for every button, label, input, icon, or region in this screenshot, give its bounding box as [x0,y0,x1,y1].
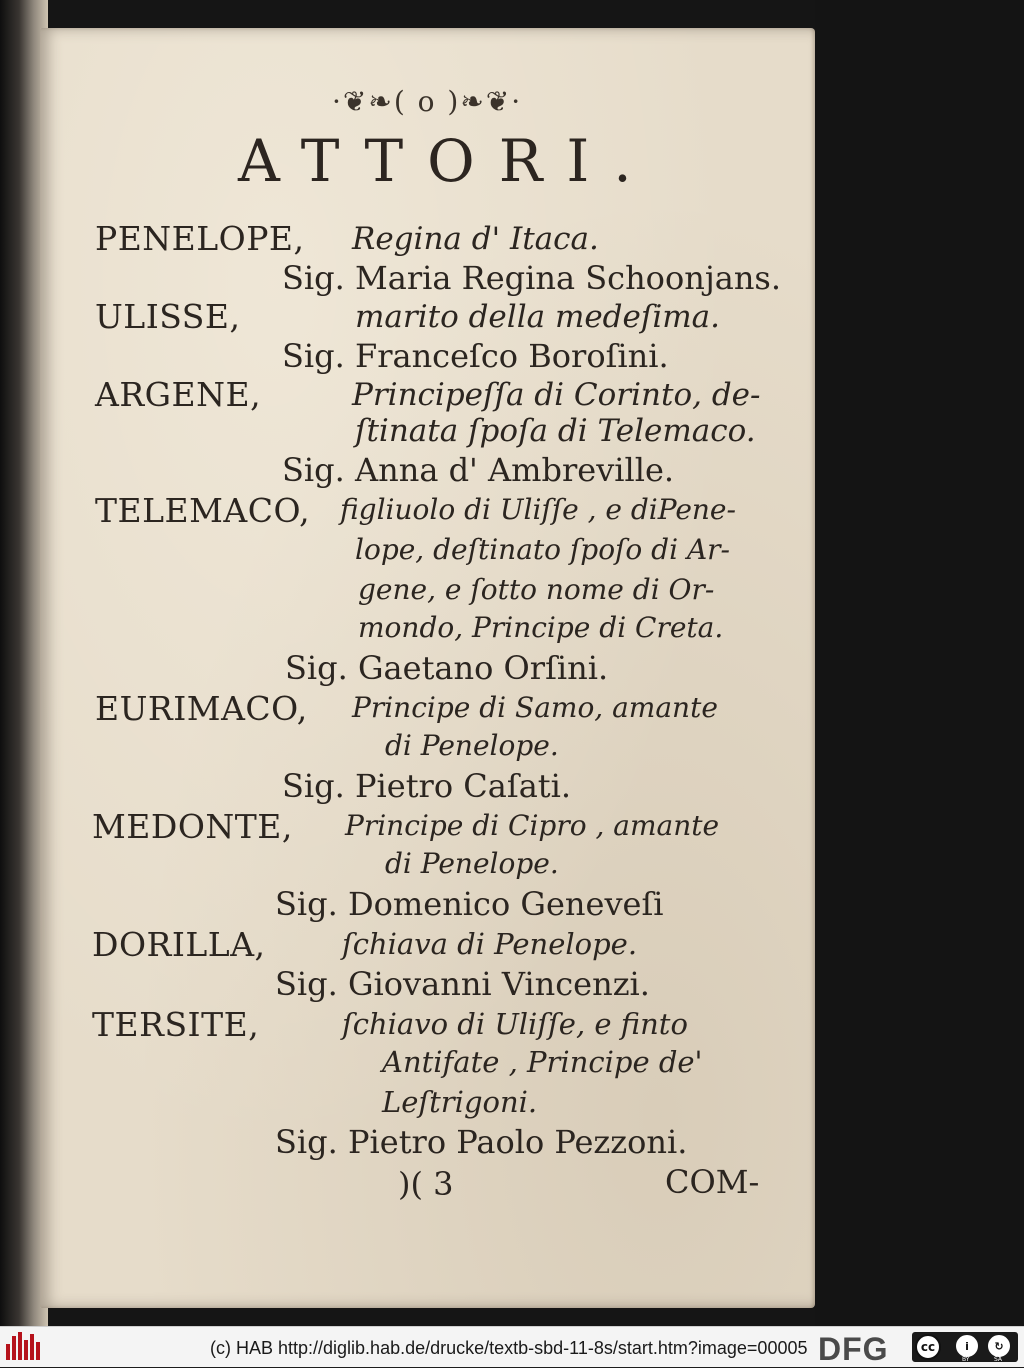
cast-name-ulisse: ULISSE, [95,297,241,336]
dfg-logo: DFG [818,1331,889,1367]
sa-label: SA [994,1356,1003,1363]
cast-name-argene: ARGENE, [95,375,262,414]
catchword: COM- [665,1163,760,1201]
by-label: BY [962,1356,970,1363]
background-dark [815,0,1024,1326]
cast-name-telemaco: TELEMACO, [95,491,311,530]
cast-role-eurimaco-2: di Penelope. [385,729,559,762]
cast-role-tersite-2: Antifate , Principe de' [382,1045,703,1079]
cast-role-telemaco-3: gene, e ſotto nome di Or- [358,573,715,606]
cast-name-eurimaco: EURIMACO, [95,689,308,728]
cast-role-medonte-2: di Penelope. [385,847,559,880]
cast-role-medonte-1: Principe di Cipro , amante [345,809,720,842]
cast-name-penelope: PENELOPE, [95,219,305,258]
signature-mark: )( 3 [398,1165,454,1203]
cast-role-dorilla: ſchiava di Penelope. [342,927,638,961]
cast-role-telemaco-4: mondo, Principe di Creta. [358,611,724,644]
cast-singer-argene: Sig. Anna d' Ambreville. [282,451,675,489]
cast-role-argene-2: ſtinata ſpoſa di Telemaco. [355,413,756,449]
cast-singer-penelope: Sig. Maria Regina Schoonjans. [282,259,782,297]
sa-icon: ↻ [988,1335,1010,1357]
footer-bar [0,1326,1024,1367]
cast-role-penelope: Regina d' Itaca. [352,221,599,257]
ornament-header: ·❦❧( o )❧❦· [332,85,523,118]
cast-role-ulisse: marito della medeſima. [355,299,720,335]
cast-singer-medonte: Sig. Domenico Geneveſi [275,885,664,923]
by-icon: i [956,1335,978,1357]
cast-role-tersite-3: Leſtrigoni. [382,1085,538,1119]
cast-singer-dorilla: Sig. Giovanni Vincenzi. [275,965,650,1003]
cast-name-medonte: MEDONTE, [92,807,293,846]
cast-singer-tersite: Sig. Pietro Paolo Pezzoni. [275,1123,688,1161]
copyright-link[interactable]: (c) HAB http://diglib.hab.de/drucke/textb-sbd-11-8s/start.htm?image=00005 [210,1338,808,1358]
cast-role-telemaco-1: figliuolo di Uliſſe , e diPene- [340,493,736,526]
page-title: ATTORI. [238,127,656,195]
cast-singer-telemaco: Sig. Gaetano Orſini. [285,649,609,687]
cast-role-eurimaco-1: Principe di Samo, amante [352,691,718,724]
hab-logo-icon [6,1332,40,1360]
cast-name-tersite: TERSITE, [92,1005,260,1044]
cast-singer-ulisse: Sig. Franceſco Boroſini. [282,337,669,375]
cc-icon: cc [915,1334,941,1360]
cast-role-telemaco-2: lope, deſtinato ſpoſo di Ar- [355,533,731,566]
cast-role-argene-1: Principeſſa di Corinto, de- [352,377,761,413]
cast-singer-eurimaco: Sig. Pietro Caſati. [282,767,572,805]
cast-role-tersite-1: ſchiavo di Uliſſe, e finto [342,1007,688,1041]
cast-name-dorilla: DORILLA, [92,925,266,964]
cc-license-badge[interactable] [912,1332,1018,1362]
